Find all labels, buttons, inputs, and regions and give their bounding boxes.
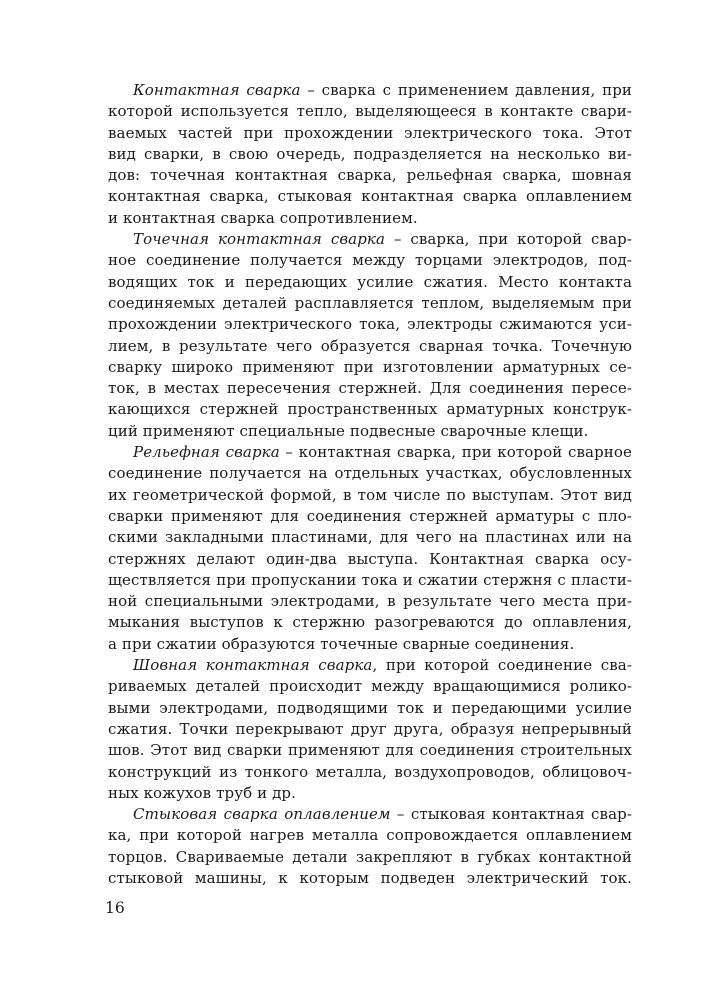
text-line: и контактная сварка сопротивлением.: [108, 208, 418, 227]
text-line: шов. Этот вид сварки применяют для соединения строительных: [108, 741, 632, 760]
text-line: кающихся стержней пространственных арматурных конструк-: [108, 400, 632, 419]
text-line: мыкания выступов к стержню разогреваются до оплавления,: [108, 613, 632, 632]
text-line: стержнях делают один-два выступа. Контактная сварка осу-: [108, 549, 632, 568]
text-line: ной специальными электродами, в результате чего места при-: [108, 592, 632, 611]
text-line: риваемых деталей происходит между вращающимися ролико-: [108, 677, 632, 696]
paragraph-lead-term: Контактная сварка: [133, 81, 301, 99]
text-line: ваемых частей при прохождении электрического тока. Этот: [108, 123, 632, 142]
page-number: 16: [105, 899, 125, 917]
paragraph: [108, 655, 632, 804]
text-line: сварки применяют для соединения стержней арматуры с пло-: [108, 506, 632, 525]
text-line: соединяемых деталей расплавляется теплом, выделяемым при: [108, 293, 632, 312]
text-line: вид сварки, в свою очередь, подразделяется на несколько ви-: [108, 144, 632, 163]
text-line: ных кожухов труб и др.: [108, 783, 296, 802]
text-line: соединение получается на отдельных участках, обусловленных: [108, 464, 632, 483]
text-line: Стыковая сварка оплавлением – стыковая контактная свар-: [133, 805, 632, 824]
text-line: Шовная контактная сварка, при которой соединение сва-: [133, 656, 632, 675]
text-line: лием, в результате чего образуется сварная точка. Точечную: [108, 336, 632, 355]
text-line: ка, при которой нагрев металла сопровождается оплавлением: [108, 826, 632, 845]
paragraph: [108, 229, 632, 442]
paragraph: [108, 442, 632, 655]
text-line: дов: точечная контактная сварка, рельефная сварка, шовная: [108, 166, 632, 185]
text-line: конструкций из тонкого металла, воздухопроводов, облицовоч-: [108, 762, 632, 781]
text-line: сжатия. Точки перекрывают друг друга, образуя непрерывный: [108, 719, 632, 738]
paragraph-lead-term: Стыковая сварка оплавлением: [133, 805, 391, 824]
text-line: а при сжатии образуются точечные сварные соединения.: [108, 634, 575, 653]
paragraph: [108, 804, 632, 889]
text-line: выми электродами, подводящими ток и передающими усилие: [108, 698, 632, 717]
text-line: ций применяют специальные подвесные сварочные клещи.: [108, 421, 589, 440]
text-line: ное соединение получается между торцами электродов, под-: [108, 251, 632, 270]
paragraph: [108, 80, 632, 229]
text-line: водящих ток и передающих усилие сжатия. Место контакта: [108, 272, 632, 291]
text-line: стыковой машины, к которым подведен электрический ток.: [108, 868, 632, 887]
text-line: сварку широко применяют при изготовлении арматурных се-: [108, 357, 632, 376]
paragraph-lead-term: Точечная контактная сварка: [133, 230, 385, 249]
text-block: [108, 80, 632, 889]
paragraph-lead-term: Рельефная сварка: [133, 443, 280, 462]
text-line: ществляется при пропускании тока и сжатии стержня с пласти-: [108, 570, 632, 589]
text-line: скими закладными пластинами, для чего на пластинах или на: [108, 528, 632, 547]
text-line: ток, в местах пересечения стержней. Для соединения пересе-: [108, 379, 632, 398]
text-line: их геометрической формой, в том числе по выступам. Этот вид: [108, 485, 632, 504]
text-line: Рельефная сварка – контактная сварка, при которой сварное: [133, 443, 632, 462]
text-line: торцов. Свариваемые детали закрепляют в губках контактной: [108, 847, 632, 866]
text-line: прохождении электрического тока, электроды сжимаются уси-: [108, 315, 632, 334]
text-line: Точечная контактная сварка – сварка, при которой свар-: [133, 230, 632, 249]
paragraph-lead-term: Шовная контактная сварка: [133, 656, 373, 675]
text-line: Контактная сварка – сварка с применением давления, при: [133, 81, 632, 99]
text-line: которой используется тепло, выделяющееся в контакте свари-: [108, 102, 632, 121]
text-line: контактная сварка, стыковая контактная сварка оплавлением: [108, 187, 632, 206]
